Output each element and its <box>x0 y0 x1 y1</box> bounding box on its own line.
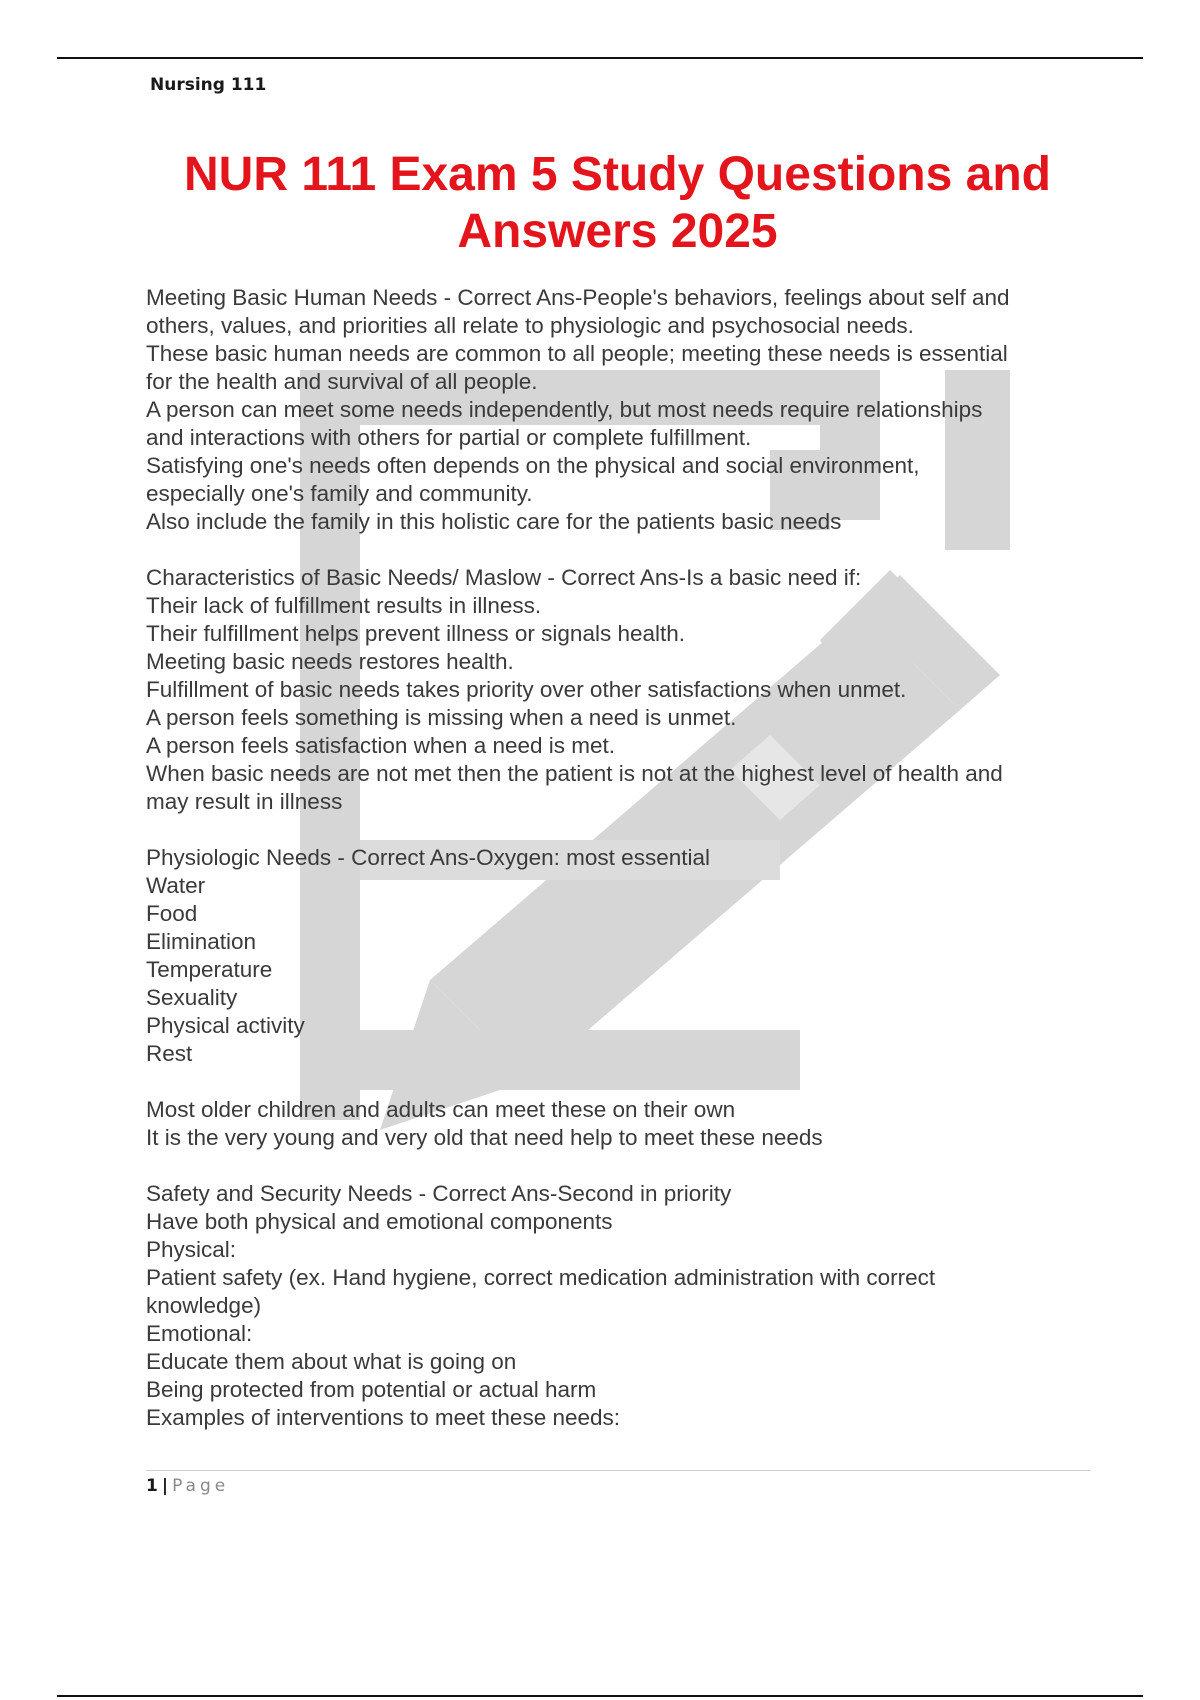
body-line: Their fulfillment helps prevent illness or signals health. <box>146 621 686 646</box>
bottom-rule <box>57 1695 1143 1697</box>
page-label: Page <box>172 1476 230 1496</box>
page-separator: | <box>161 1476 169 1496</box>
body-line: Also include the family in this holistic care for the patients basic needs <box>146 509 842 534</box>
body-line: Emotional: <box>146 1321 253 1346</box>
body-line: A person feels something is missing when a need is unmet. <box>146 705 737 730</box>
paragraph-gap <box>146 816 1106 844</box>
body-line: Physiologic Needs - Correct Ans-Oxygen: most essential <box>146 845 710 870</box>
body-line: knowledge) <box>146 1293 262 1318</box>
body-line: Their lack of fulfillment results in illness. <box>146 593 542 618</box>
body-line: A person feels satisfaction when a need is met. <box>146 733 616 758</box>
title-line-1: NUR 111 Exam 5 Study Questions and <box>184 148 1051 201</box>
paragraph-gap <box>146 1068 1106 1096</box>
body-line: Have both physical and emotional components <box>146 1209 613 1234</box>
body-line: others, values, and priorities all relate to physiologic and psychosocial needs. <box>146 313 914 338</box>
body-line: Water <box>146 873 206 898</box>
body-line: Meeting Basic Human Needs - Correct Ans-People's behaviors, feelings about self and <box>146 285 1010 310</box>
body-line: Most older children and adults can meet these on their own <box>146 1097 736 1122</box>
footer-rule <box>146 1470 1091 1471</box>
body-line: Elimination <box>146 929 257 954</box>
body-line: Food <box>146 901 198 926</box>
body-line: Temperature <box>146 957 273 982</box>
body-line: When basic needs are not met then the patient is not at the highest level of health and <box>146 761 1003 786</box>
page-number: 1 <box>146 1476 158 1496</box>
paragraph-gap <box>146 536 1106 564</box>
body-line: A person can meet some needs independently, but most needs require relationships <box>146 397 983 422</box>
body-line: Satisfying one's needs often depends on the physical and social environment, <box>146 453 920 478</box>
body-line: Characteristics of Basic Needs/ Maslow - Correct Ans-Is a basic need if: <box>146 565 862 590</box>
running-header: Nursing 111 <box>150 75 267 95</box>
body-text <box>146 284 1106 1432</box>
body-line: Sexuality <box>146 985 238 1010</box>
body-line: It is the very young and very old that need help to meet these needs <box>146 1125 823 1150</box>
document-title <box>130 146 1105 260</box>
top-rule <box>57 57 1143 59</box>
body-line: Safety and Security Needs - Correct Ans-Second in priority <box>146 1181 732 1206</box>
body-line: Physical: <box>146 1237 237 1262</box>
body-line: Examples of interventions to meet these needs: <box>146 1405 621 1430</box>
body-line: Rest <box>146 1041 193 1066</box>
paragraph-gap <box>146 1152 1106 1180</box>
body-line: and interactions with others for partial or complete fulfillment. <box>146 425 752 450</box>
body-line: Patient safety (ex. Hand hygiene, correct medication administration with correct <box>146 1265 936 1290</box>
body-line: for the health and survival of all people. <box>146 369 538 394</box>
body-line: Fulfillment of basic needs takes priority over other satisfactions when unmet. <box>146 677 907 702</box>
body-line: Meeting basic needs restores health. <box>146 649 514 674</box>
body-line: Being protected from potential or actual harm <box>146 1377 597 1402</box>
body-line: Educate them about what is going on <box>146 1349 517 1374</box>
body-line: Physical activity <box>146 1013 305 1038</box>
body-line: These basic human needs are common to all people; meeting these needs is essential <box>146 341 1008 366</box>
body-line: especially one's family and community. <box>146 481 533 506</box>
body-line: may result in illness <box>146 789 343 814</box>
page-footer <box>146 1476 229 1496</box>
title-line-2: Answers 2025 <box>457 205 778 258</box>
